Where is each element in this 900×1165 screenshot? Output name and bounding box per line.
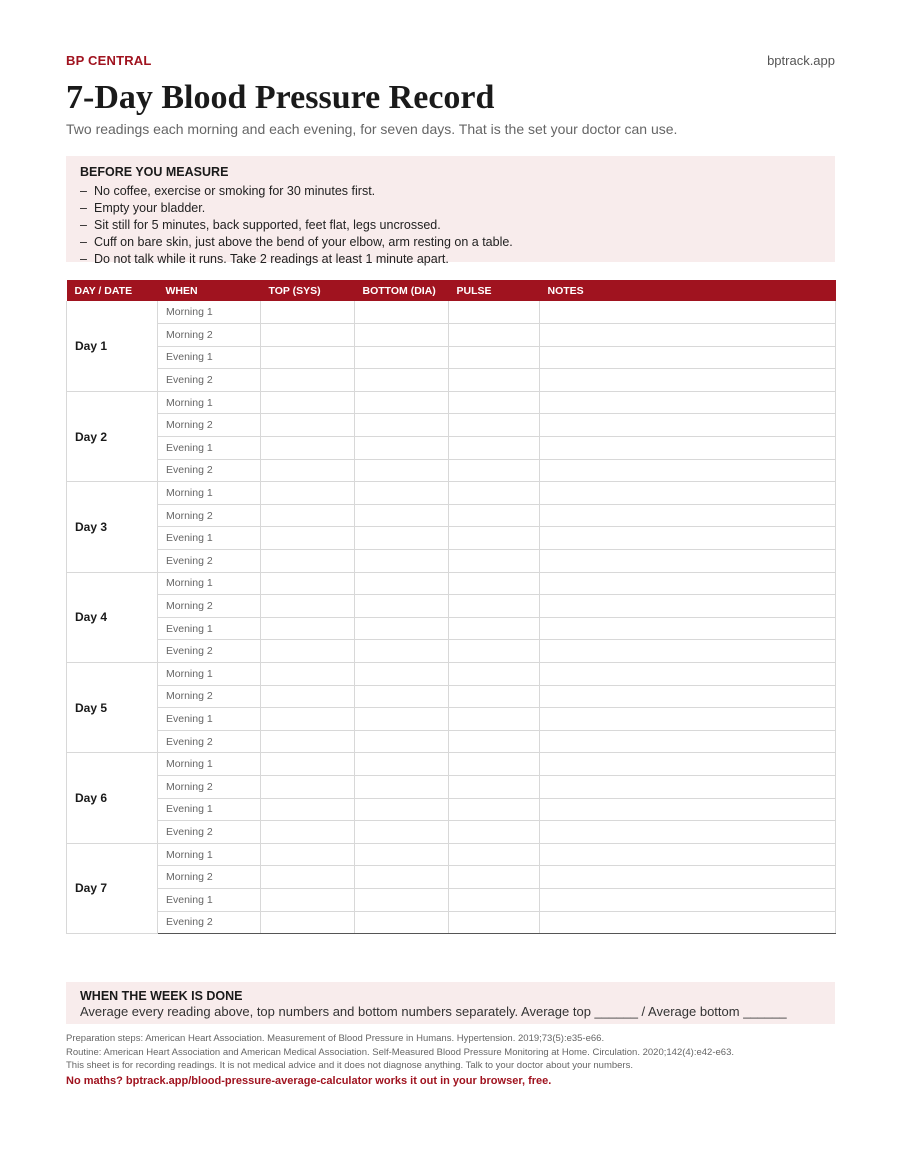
- pulse-input[interactable]: [449, 324, 540, 347]
- when-label: Morning 1: [158, 391, 261, 414]
- bottom-dia-input[interactable]: [355, 572, 449, 595]
- average-instructions: Average every reading above, top numbers and bottom numbers separately. Average top ______ / Average bottom ______: [80, 1004, 787, 1019]
- pulse-input[interactable]: [449, 821, 540, 844]
- when-label: Evening 1: [158, 527, 261, 550]
- top-sys-input[interactable]: [261, 663, 355, 686]
- top-sys-input[interactable]: [261, 301, 355, 324]
- table-row: [67, 504, 836, 527]
- notes-input[interactable]: [540, 595, 836, 618]
- pulse-input[interactable]: [449, 504, 540, 527]
- table-row: [67, 617, 836, 640]
- bottom-dia-input[interactable]: [355, 708, 449, 731]
- bottom-dia-input[interactable]: [355, 437, 449, 460]
- top-sys-input[interactable]: [261, 504, 355, 527]
- top-sys-input[interactable]: [261, 369, 355, 392]
- pulse-input[interactable]: [449, 843, 540, 866]
- table-row: [67, 843, 836, 866]
- bottom-dia-input[interactable]: [355, 798, 449, 821]
- table-row: [67, 527, 836, 550]
- when-label: Evening 2: [158, 369, 261, 392]
- when-label: Evening 2: [158, 911, 261, 934]
- pulse-input[interactable]: [449, 459, 540, 482]
- day-label: Day 6: [67, 753, 158, 843]
- table-row: [67, 437, 836, 460]
- preparation-list: [80, 183, 513, 268]
- pulse-input[interactable]: [449, 753, 540, 776]
- bottom-dia-input[interactable]: [355, 550, 449, 573]
- preparation-item: [80, 183, 513, 200]
- when-label: Evening 2: [158, 821, 261, 844]
- when-label: Morning 2: [158, 685, 261, 708]
- table-header-row: [67, 280, 836, 301]
- pulse-input[interactable]: [449, 527, 540, 550]
- top-sys-input[interactable]: [261, 437, 355, 460]
- pulse-input[interactable]: [449, 685, 540, 708]
- notes-input[interactable]: [540, 572, 836, 595]
- when-label: Evening 1: [158, 346, 261, 369]
- pulse-input[interactable]: [449, 369, 540, 392]
- when-label: Evening 1: [158, 617, 261, 640]
- col-top-sys-header: TOP (SYS): [261, 280, 355, 301]
- notes-input[interactable]: [540, 459, 836, 482]
- notes-input[interactable]: [540, 504, 836, 527]
- preparation-text: No coffee, exercise or smoking for 30 minutes first.: [94, 184, 376, 198]
- notes-input[interactable]: [540, 843, 836, 866]
- table-row: [67, 572, 836, 595]
- preparation-text: Do not talk while it runs. Take 2 readings at least 1 minute apart.: [94, 252, 449, 266]
- notes-input[interactable]: [540, 798, 836, 821]
- notes-input[interactable]: [540, 821, 836, 844]
- dash-bullet: –: [80, 201, 87, 215]
- pulse-input[interactable]: [449, 595, 540, 618]
- when-week-done-title: WHEN THE WEEK IS DONE: [80, 989, 243, 1003]
- bottom-dia-input[interactable]: [355, 730, 449, 753]
- bottom-dia-input[interactable]: [355, 414, 449, 437]
- top-sys-input[interactable]: [261, 595, 355, 618]
- calculator-link[interactable]: No maths? bptrack.app/blood-pressure-average-calculator works it out in your browser, free.: [66, 1075, 552, 1087]
- preparation-item: [80, 234, 513, 251]
- bottom-dia-input[interactable]: [355, 391, 449, 414]
- when-label: Morning 1: [158, 843, 261, 866]
- top-sys-input[interactable]: [261, 414, 355, 437]
- when-label: Morning 1: [158, 482, 261, 505]
- pulse-input[interactable]: [449, 617, 540, 640]
- table-row: [67, 595, 836, 618]
- bottom-dia-input[interactable]: [355, 369, 449, 392]
- reference-line: Preparation steps: American Heart Association. Measurement of Blood Pressure in Humans. Hypertension. 2019;73(5):e35-e66.: [66, 1033, 605, 1044]
- pulse-input[interactable]: [449, 708, 540, 731]
- preparation-item: [80, 251, 513, 268]
- top-sys-input[interactable]: [261, 617, 355, 640]
- table-row: [67, 324, 836, 347]
- pulse-input[interactable]: [449, 866, 540, 889]
- bottom-dia-input[interactable]: [355, 595, 449, 618]
- table-row: [67, 821, 836, 844]
- table-row: [67, 369, 836, 392]
- notes-input[interactable]: [540, 482, 836, 505]
- table-row: [67, 708, 836, 731]
- top-sys-input[interactable]: [261, 640, 355, 663]
- day-label: Day 2: [67, 391, 158, 481]
- when-label: Evening 2: [158, 459, 261, 482]
- reading-log: [66, 280, 835, 965]
- notes-input[interactable]: [540, 753, 836, 776]
- notes-input[interactable]: [540, 775, 836, 798]
- notes-input[interactable]: [540, 301, 836, 324]
- when-week-done-panel: [66, 982, 835, 1024]
- pulse-input[interactable]: [449, 775, 540, 798]
- pulse-input[interactable]: [449, 391, 540, 414]
- references: [66, 1032, 734, 1073]
- preparation-text: Sit still for 5 minutes, back supported, feet flat, legs uncrossed.: [94, 218, 441, 232]
- preparation-item: [80, 200, 513, 217]
- col-bottom-dia-header: BOTTOM (DIA): [355, 280, 449, 301]
- page-subtitle: Two readings each morning and each evening, for seven days. That is the set your doctor can use.: [66, 121, 678, 137]
- table-row: [67, 346, 836, 369]
- pulse-input[interactable]: [449, 346, 540, 369]
- notes-input[interactable]: [540, 685, 836, 708]
- pulse-input[interactable]: [449, 798, 540, 821]
- top-sys-input[interactable]: [261, 550, 355, 573]
- reading-table: [66, 280, 836, 934]
- bottom-dia-input[interactable]: [355, 504, 449, 527]
- when-label: Morning 2: [158, 324, 261, 347]
- bottom-dia-input[interactable]: [355, 911, 449, 934]
- top-sys-input[interactable]: [261, 730, 355, 753]
- brand-name: BP CENTRAL: [66, 53, 152, 68]
- dash-bullet: –: [80, 184, 87, 198]
- top-sys-input[interactable]: [261, 866, 355, 889]
- table-row: [67, 753, 836, 776]
- table-row: [67, 550, 836, 573]
- pulse-input[interactable]: [449, 572, 540, 595]
- dash-bullet: –: [80, 218, 87, 232]
- notes-input[interactable]: [540, 911, 836, 934]
- pulse-input[interactable]: [449, 550, 540, 573]
- dash-bullet: –: [80, 252, 87, 266]
- table-row: [67, 301, 836, 324]
- table-row: [67, 414, 836, 437]
- site-url: bptrack.app: [767, 53, 835, 68]
- top-sys-input[interactable]: [261, 391, 355, 414]
- dash-bullet: –: [80, 235, 87, 249]
- notes-input[interactable]: [540, 527, 836, 550]
- bottom-dia-input[interactable]: [355, 346, 449, 369]
- top-sys-input[interactable]: [261, 798, 355, 821]
- top-sys-input[interactable]: [261, 459, 355, 482]
- bottom-dia-input[interactable]: [355, 753, 449, 776]
- top-sys-input[interactable]: [261, 685, 355, 708]
- when-label: Morning 1: [158, 663, 261, 686]
- before-you-measure-title: BEFORE YOU MEASURE: [80, 165, 229, 179]
- notes-input[interactable]: [540, 324, 836, 347]
- bottom-dia-input[interactable]: [355, 821, 449, 844]
- pulse-input[interactable]: [449, 730, 540, 753]
- when-label: Evening 1: [158, 437, 261, 460]
- bottom-dia-input[interactable]: [355, 775, 449, 798]
- notes-input[interactable]: [540, 866, 836, 889]
- table-row: [67, 391, 836, 414]
- pulse-input[interactable]: [449, 414, 540, 437]
- table-row: [67, 775, 836, 798]
- day-label: Day 4: [67, 572, 158, 662]
- notes-input[interactable]: [540, 708, 836, 731]
- when-label: Morning 2: [158, 504, 261, 527]
- when-label: Morning 1: [158, 301, 261, 324]
- top-sys-input[interactable]: [261, 346, 355, 369]
- pulse-input[interactable]: [449, 911, 540, 934]
- top-sys-input[interactable]: [261, 708, 355, 731]
- bottom-dia-input[interactable]: [355, 866, 449, 889]
- reference-line: This sheet is for recording readings. It is not medical advice and it does not diagnose anything. Talk to your doctor about your numbers.: [66, 1060, 633, 1071]
- notes-input[interactable]: [540, 640, 836, 663]
- notes-input[interactable]: [540, 369, 836, 392]
- bottom-dia-input[interactable]: [355, 888, 449, 911]
- pulse-input[interactable]: [449, 482, 540, 505]
- when-label: Evening 2: [158, 550, 261, 573]
- day-label: Day 5: [67, 663, 158, 753]
- bottom-dia-input[interactable]: [355, 685, 449, 708]
- when-label: Morning 2: [158, 595, 261, 618]
- col-day-date-header: DAY / DATE: [67, 280, 158, 301]
- bottom-dia-input[interactable]: [355, 527, 449, 550]
- when-label: Evening 2: [158, 730, 261, 753]
- pulse-input[interactable]: [449, 437, 540, 460]
- top-sys-input[interactable]: [261, 572, 355, 595]
- col-when-header: WHEN: [158, 280, 261, 301]
- when-label: Evening 1: [158, 888, 261, 911]
- day-label: Day 7: [67, 843, 158, 933]
- when-label: Morning 2: [158, 775, 261, 798]
- reference-line: Routine: American Heart Association and American Medical Association. Self-Measured Blood Pressure Monitoring at Home. Circulation. 2020;142(4):e42-e63.: [66, 1046, 734, 1058]
- when-label: Morning 1: [158, 753, 261, 776]
- notes-input[interactable]: [540, 888, 836, 911]
- table-row: [67, 685, 836, 708]
- day-label: Day 3: [67, 482, 158, 572]
- notes-input[interactable]: [540, 663, 836, 686]
- when-label: Evening 2: [158, 640, 261, 663]
- preparation-text: Cuff on bare skin, just above the bend of your elbow, arm resting on a table.: [94, 235, 513, 249]
- bottom-dia-input[interactable]: [355, 617, 449, 640]
- when-label: Evening 1: [158, 708, 261, 731]
- table-row: [67, 482, 836, 505]
- preparation-text: Empty your bladder.: [94, 201, 206, 215]
- top-sys-input[interactable]: [261, 843, 355, 866]
- notes-input[interactable]: [540, 730, 836, 753]
- table-row: [67, 798, 836, 821]
- page-title: 7-Day Blood Pressure Record: [66, 79, 495, 116]
- pulse-input[interactable]: [449, 640, 540, 663]
- top-bar: [66, 53, 835, 71]
- when-label: Morning 1: [158, 572, 261, 595]
- pulse-input[interactable]: [449, 888, 540, 911]
- top-sys-input[interactable]: [261, 482, 355, 505]
- table-row: [67, 866, 836, 889]
- notes-input[interactable]: [540, 550, 836, 573]
- notes-input[interactable]: [540, 414, 836, 437]
- top-sys-input[interactable]: [261, 324, 355, 347]
- day-label: Day 1: [67, 301, 158, 391]
- pulse-input[interactable]: [449, 301, 540, 324]
- table-row: [67, 663, 836, 686]
- top-sys-input[interactable]: [261, 821, 355, 844]
- bottom-dia-input[interactable]: [355, 324, 449, 347]
- bottom-dia-input[interactable]: [355, 301, 449, 324]
- bottom-dia-input[interactable]: [355, 482, 449, 505]
- bottom-dia-input[interactable]: [355, 459, 449, 482]
- bottom-dia-input[interactable]: [355, 843, 449, 866]
- top-sys-input[interactable]: [261, 527, 355, 550]
- notes-input[interactable]: [540, 617, 836, 640]
- when-label: Morning 2: [158, 414, 261, 437]
- bottom-dia-input[interactable]: [355, 640, 449, 663]
- top-sys-input[interactable]: [261, 911, 355, 934]
- table-row: [67, 888, 836, 911]
- top-sys-input[interactable]: [261, 775, 355, 798]
- before-you-measure-panel: [66, 156, 835, 266]
- when-label: Morning 2: [158, 866, 261, 889]
- col-pulse-header: PULSE: [449, 280, 540, 301]
- bottom-dia-input[interactable]: [355, 663, 449, 686]
- top-sys-input[interactable]: [261, 753, 355, 776]
- pulse-input[interactable]: [449, 663, 540, 686]
- preparation-item: [80, 217, 513, 234]
- table-row: [67, 911, 836, 934]
- when-label: Evening 1: [158, 798, 261, 821]
- notes-input[interactable]: [540, 346, 836, 369]
- top-sys-input[interactable]: [261, 888, 355, 911]
- table-row: [67, 459, 836, 482]
- notes-input[interactable]: [540, 391, 836, 414]
- table-row: [67, 640, 836, 663]
- table-row: [67, 730, 836, 753]
- col-notes-header: NOTES: [540, 280, 836, 301]
- notes-input[interactable]: [540, 437, 836, 460]
